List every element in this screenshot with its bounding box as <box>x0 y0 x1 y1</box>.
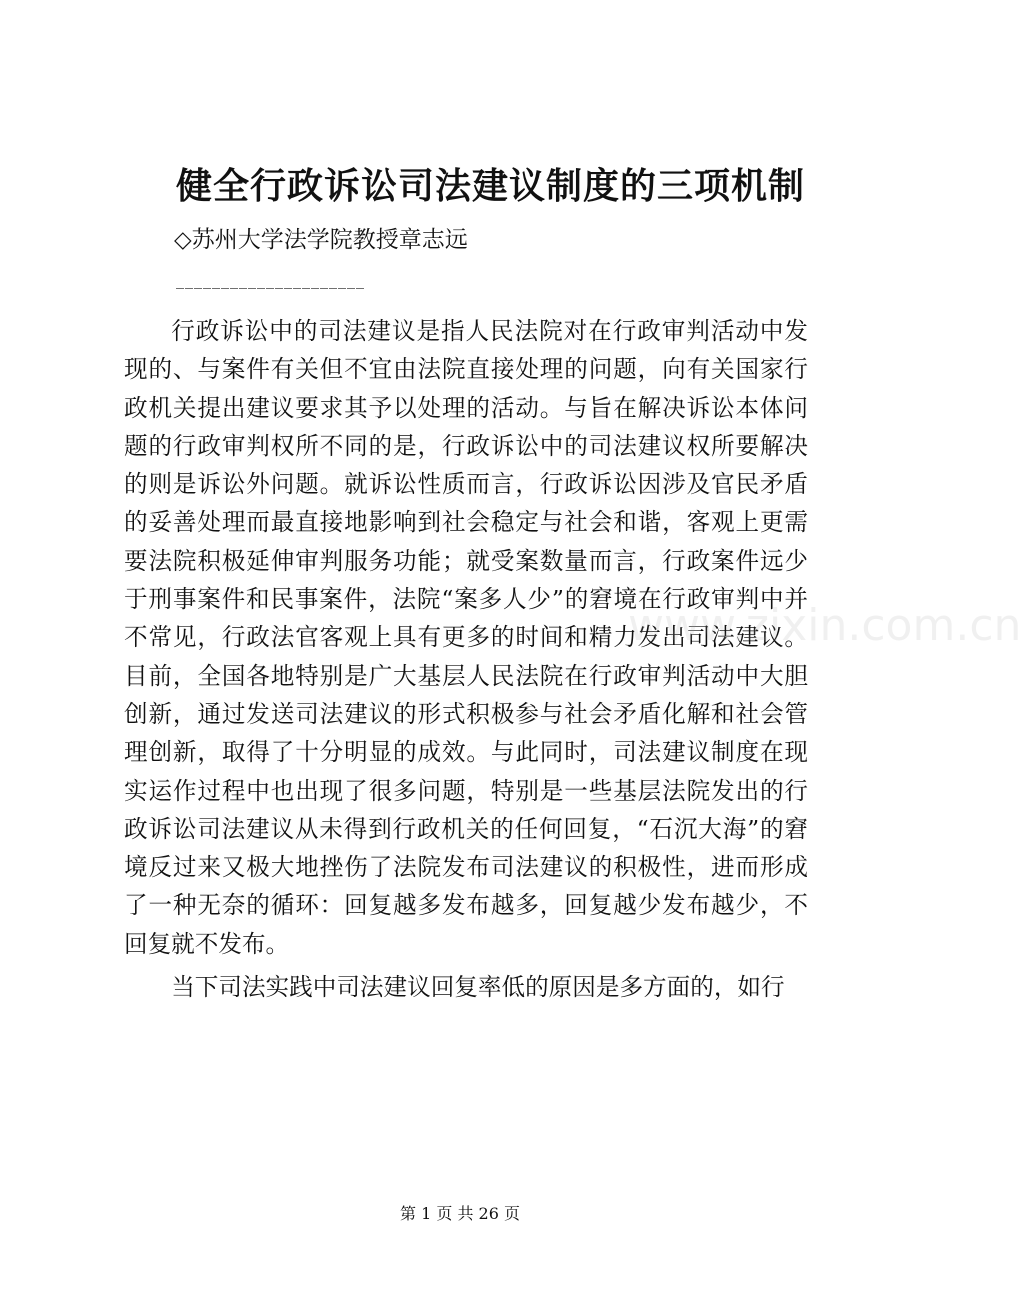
watermark: www.zixin.com.cn <box>628 600 1021 651</box>
page-footer: 第 1 页 共 26 页 <box>400 1204 520 1223</box>
separator-line: _____________________ <box>176 270 365 289</box>
author-line: ◇苏州大学法学院教授章志远 <box>174 227 468 253</box>
paragraph: 当下司法实践中司法建议回复率低的原因是多方面的，如行 <box>171 973 785 1002</box>
document-title: 健全行政诉讼司法建议制度的三项机制 <box>176 165 806 207</box>
document-body <box>124 312 808 1011</box>
paragraph: 行政诉讼中的司法建议是指人民法院对在行政审判活动中发现的、与案件有关但不宜由法院直接处理的问题，向有关国家行政机关提出建议要求其予以处理的活动。与旨在解决诉讼本体问题的行政审判权所不同的是，行政诉讼中的司法建议权所要解决的则是诉讼外问题。就诉讼性质而言，行政诉讼因涉及官民矛盾的妥善处理而最直接地影响到社会稳定与社会和谐，客观上更需要法院积极延伸审判服务功能；就受案数量而言，行政案件远少于刑事案件和民事案件，法院“案多人少”的窘境在行政审判中并不常见，行政法官客观上具有更多的时间和精力发出司法建议。目前，全国各地特别是广大基层人民法院在行政审判活动中大胆创新，通过发送司法建议的形式积极参与社会矛盾化解和社会管理创新，取得了十分明显的成效。与此同时，司法建议制度在现实运作过程中也出现了很多问题，特别是一些基层法院发出的行政诉讼司法建议从未得到行政机关的任何回复，“石沉大海”的窘境反过来又极大地挫伤了法院发布司法建议的积极性，进而形成了一种无奈的循环：回复越多发布越多，回复越少发布越少，不回复就不发布。 <box>124 317 808 958</box>
